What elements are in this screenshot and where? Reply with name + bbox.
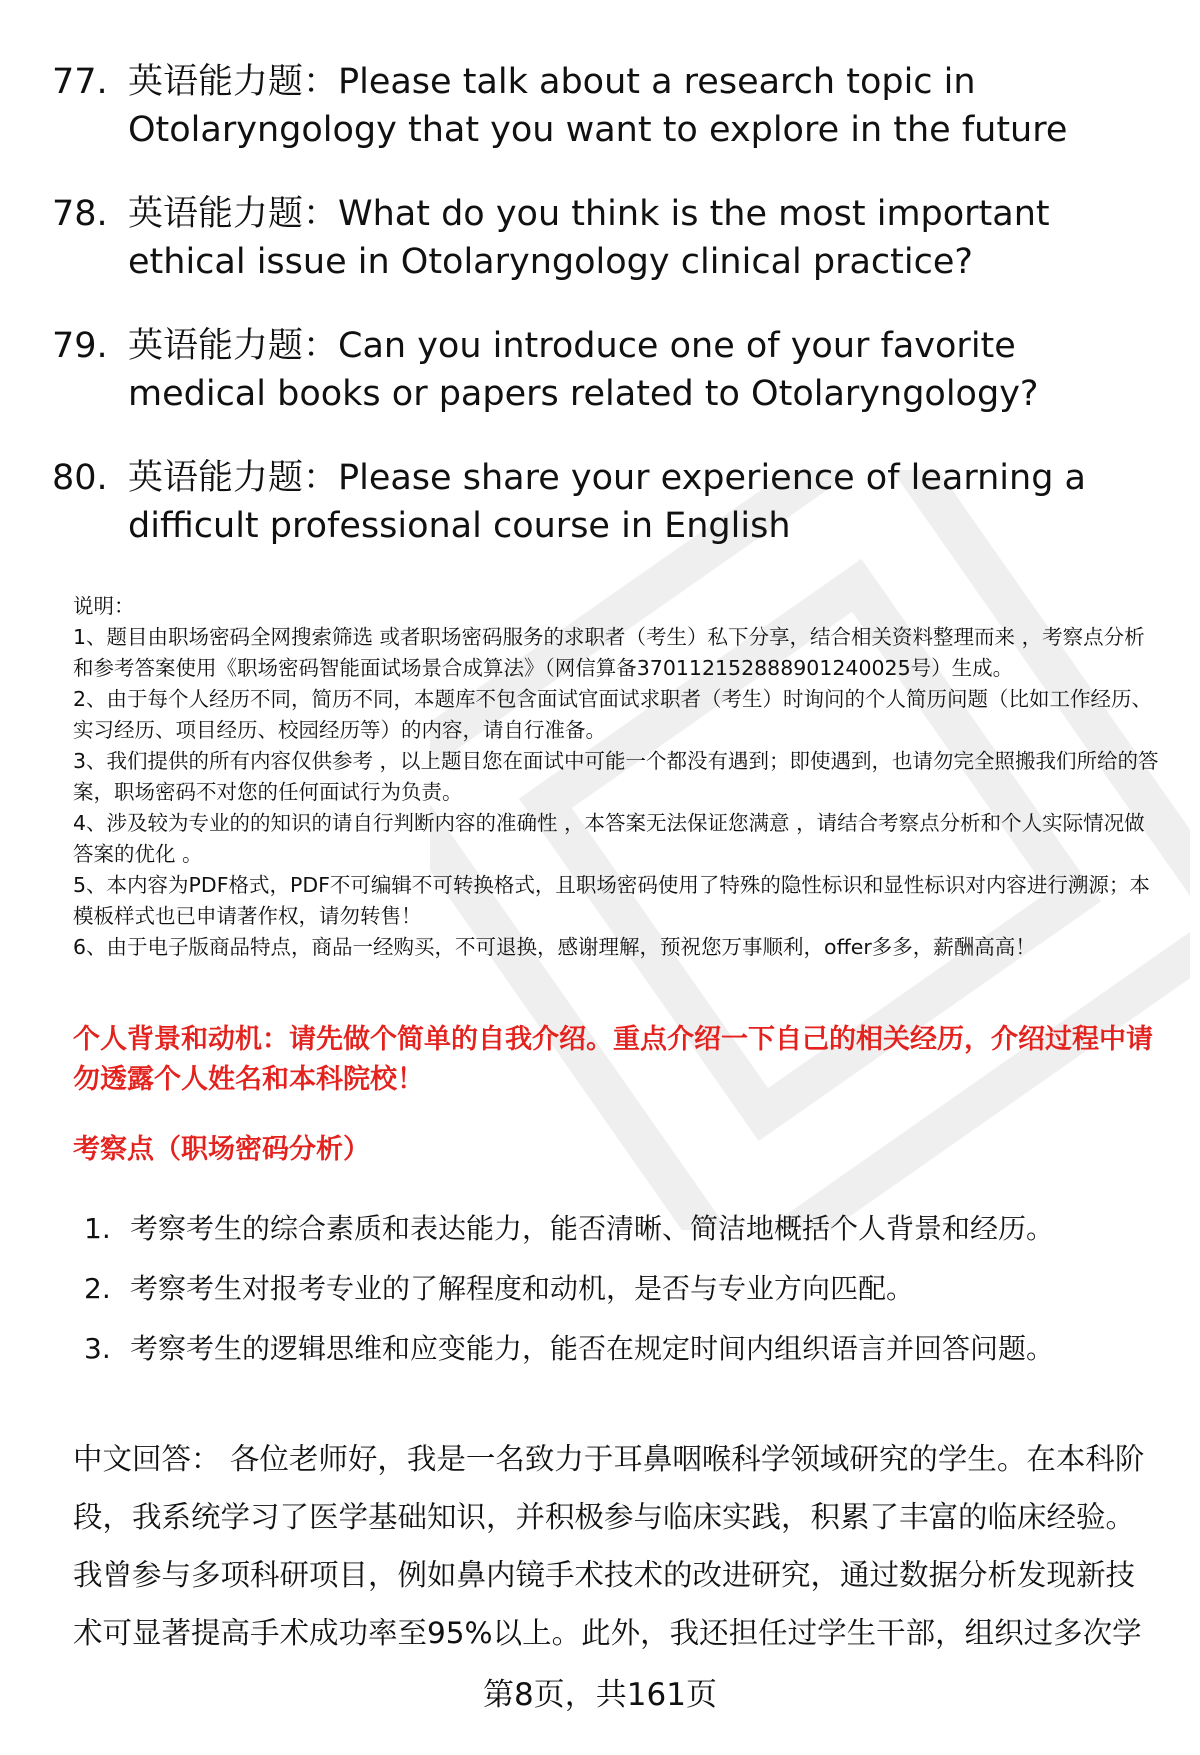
analysis-points (84, 1210, 1174, 1390)
point-text: 考察考生的综合素质和表达能力，能否清晰、简洁地概括个人背景和经历。 (130, 1212, 1055, 1245)
note-item: 4、涉及较为专业的的知识的请自行判断内容的准确性 ，本答案无法保证您满意 ，请结合考察点分析和个人实际情况做答案的优化 。 (73, 811, 1145, 866)
question-list (0, 58, 1200, 586)
note-item: 1、题目由职场密码全网搜索筛选 或者职场密码服务的求职者（考生）私下分享，结合相关资料整理而来 ，考察点分析和参考答案使用《职场密码智能面试场景合成算法》（网信算备370112152888901240025号）生成。 (73, 625, 1145, 680)
question-number: 80. (52, 458, 108, 498)
point-text: 考察考生对报考专业的了解程度和动机，是否与专业方向匹配。 (130, 1272, 915, 1305)
question-text: 英语能力题：Can you introduce one of your favorite medical books or papers related to Otolaryngology? (128, 326, 1039, 414)
question-text: 英语能力题：Please talk about a research topic in Otolaryngology that you want to explore in the future (128, 62, 1068, 150)
note-item: 5、本内容为PDF格式，PDF不可编辑不可转换格式，且职场密码使用了特殊的隐性标识和显性标识对内容进行溯源；本模板样式也已申请著作权，请勿转售！ (73, 873, 1150, 928)
question-text: 英语能力题：What do you think is the most important ethical issue in Otolaryngology clinical practice? (128, 194, 1050, 282)
point-number: 2. (84, 1272, 111, 1305)
analysis-point (84, 1330, 1174, 1368)
analysis-heading: 考察点（职场密码分析） (73, 1134, 370, 1165)
point-number: 3. (84, 1332, 111, 1365)
note-item: 6、由于电子版商品特点，商品一经购买，不可退换，感谢理解，预祝您万事顺利，offer多多，薪酬高高！ (73, 935, 1036, 959)
note-item: 2、由于每个人经历不同，简历不同，本题库不包含面试官面试求职者（考生）时询问的个人简历问题（比如工作经历、实习经历、项目经历、校园经历等）的内容，请自行准备。 (73, 687, 1153, 742)
question-number: 79. (52, 326, 108, 366)
note-item: 3、我们提供的所有内容仅供参考 ，以上题目您在面试中可能一个都没有遇到；即使遇到，也请勿完全照搬我们所给的答案，职场密码不对您的任何面试行为负责。 (73, 749, 1159, 804)
page-footer: 第8页，共161页 (483, 1677, 717, 1713)
question-item (0, 190, 1200, 286)
question-number: 77. (52, 62, 108, 102)
question-item (0, 322, 1200, 418)
point-text: 考察考生的逻辑思维和应变能力，能否在规定时间内组织语言并回答问题。 (130, 1332, 1055, 1365)
answer-text: 中文回答： 各位老师好，我是一名致力于耳鼻咽喉科学领域研究的学生。在本科阶段，我系统学习了医学基础知识，并积极参与临床实践，积累了丰富的临床经验。我曾参与多项科研项目，例如鼻内镜手术技术的改进研究，通过数据分析发现新技术可显著提高手术成功率至95%以上。此外，我还担任过学生干部，组织过多次学 (73, 1442, 1145, 1650)
section-heading: 个人背景和动机：请先做个简单的自我介绍。重点介绍一下自己的相关经历，介绍过程中请勿透露个人姓名和本科院校！ (73, 1024, 1153, 1095)
analysis-point (84, 1270, 1174, 1308)
notes-title: 说明： (73, 594, 135, 618)
notes-block (73, 591, 1163, 963)
question-number: 78. (52, 194, 108, 234)
point-number: 1. (84, 1212, 111, 1245)
question-text: 英语能力题：Please share your experience of learning a difficult professional course in English (128, 458, 1087, 546)
analysis-point (84, 1210, 1174, 1248)
question-item (0, 454, 1200, 550)
question-item (0, 58, 1200, 154)
